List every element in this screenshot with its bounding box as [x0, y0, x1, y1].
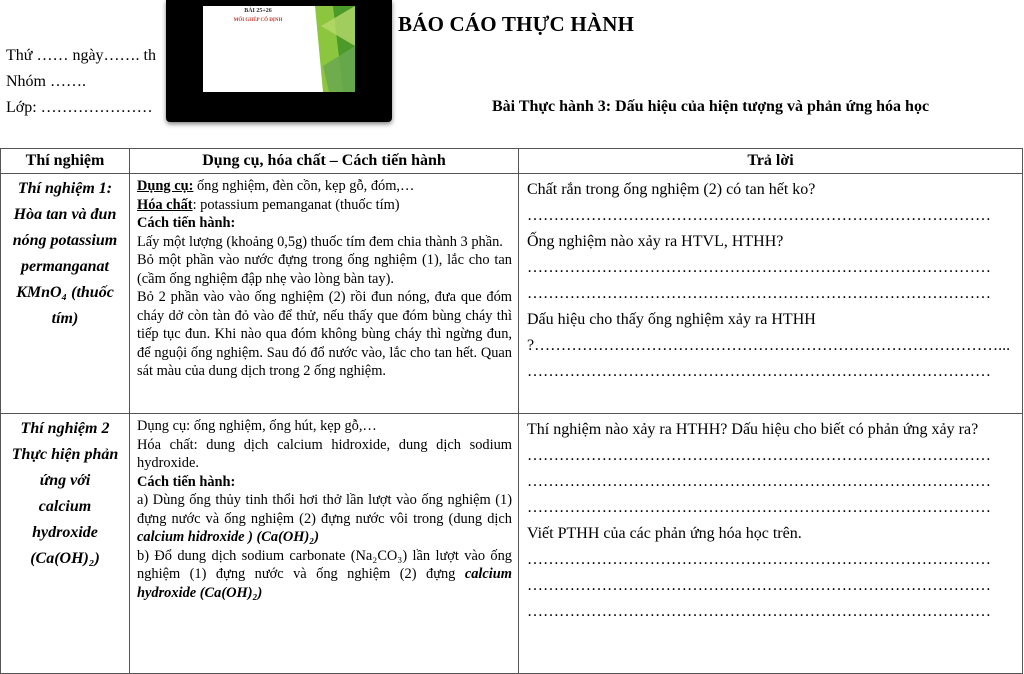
name-line: KMnO₄ (thuốc — [16, 284, 114, 301]
report-table — [0, 148, 1023, 674]
question: Viết PTHH của các phản ứng hóa học trên. — [527, 525, 802, 542]
answer-line[interactable]: …………………………………………………………………………… — [527, 363, 991, 380]
name-line: hydroxide — [32, 524, 98, 541]
header-procedure: Dụng cụ, hóa chất – Cách tiến hành — [130, 149, 519, 174]
name-line: tím) — [51, 310, 79, 327]
chemicals-line: Hóa chất: potassium pemanganat (thuốc tím) — [137, 196, 400, 213]
date-line: Thứ …… ngày……. th — [6, 47, 156, 64]
name-line: (Ca(OH)₂) — [30, 550, 100, 567]
answer-line[interactable]: …………………………………………………………………………… — [527, 259, 991, 276]
answer-line[interactable]: …………………………………………………………………………… — [527, 285, 991, 302]
experiment-1-answers — [519, 174, 1023, 414]
slide-line-1: BÀI 25+26 — [244, 8, 272, 14]
name-line: calcium — [38, 498, 92, 515]
table-row — [1, 174, 1023, 414]
question: Thí nghiệm nào xảy ra HTHH? Dấu hiệu cho biết có phản ứng xảy ra? — [527, 421, 979, 438]
question: Ống nghiệm nào xảy ra HTVL, HTHH? — [527, 233, 784, 250]
name-line: ứng với — [39, 472, 91, 489]
step-3: Bỏ 2 phần vào vào ống nghiệm (2) rồi đun nóng, đưa que đóm cháy dở còn tàn đỏ vào để thử, nếu thấy que đóm bùng cháy thì tiếp tục đun. Khi nào qua đóm không bùng cháy thì ngừng đun, để nguội ống nghiệm. Sau đó đổ nước vào, lắc cho tan hết. Quan sát màu của dung dịch trong 2 ống nghiệm. — [137, 289, 512, 379]
tools-line: Dụng cụ: ống nghiệm, đèn cồn, kẹp gỗ, đóm,… — [137, 178, 415, 194]
answer-line[interactable]: …………………………………………………………………………… — [527, 603, 991, 620]
experiment-1-name — [1, 174, 130, 414]
answer-line[interactable]: …………………………………………………………………………… — [527, 499, 991, 516]
slide-preview — [203, 6, 355, 92]
step-1: Lấy một lượng (khoảng 0,5g) thuốc tím đem chia thành 3 phần. — [137, 233, 503, 250]
name-line: Thí nghiệm 2 — [20, 420, 110, 437]
experiment-2-name — [1, 414, 130, 674]
name-line: nóng potassium — [12, 232, 118, 249]
step-a: a) Dùng ống thủy tinh thổi hơi thở lần lượt vào ống nghiệm (1) đựng nước và ống nghiệm (2) đựng nước vôi trong (dung dịch calcium hidroxide ) (Ca(OH)₂) — [137, 492, 512, 545]
slide-thumbnail[interactable] — [166, 0, 392, 122]
page-title: BÁO CÁO THỰC HÀNH — [398, 12, 635, 36]
step-2: Bỏ một phần vào nước đựng trong ống nghiệm (1), lắc cho tan (cầm ống nghiệm đập nhẹ vào lòng bàn tay). — [137, 252, 512, 287]
group-line: Nhóm ……. — [6, 73, 86, 90]
table-row — [1, 414, 1023, 674]
class-line: Lớp: ………………… — [6, 99, 153, 116]
name-line: Hòa tan và đun — [13, 206, 117, 223]
table-header-row — [1, 149, 1023, 174]
name-line: Thực hiện phản — [11, 446, 119, 463]
chemicals-line: Hóa chất: dung dịch calcium hidroxide, dung dịch sodium hydroxide. — [137, 436, 512, 471]
step-b: b) Đổ dung dịch sodium carbonate (Na₂CO₃) lần lượt vào ống nghiệm (1) đựng nước và ống nghiệm (2) đựng calcium hydroxide (Ca(OH)₂) — [137, 547, 512, 601]
tools-line: Dụng cụ: ống nghiệm, ống hút, kẹp gỗ,… — [137, 418, 377, 434]
question: Dấu hiệu cho thấy ống nghiệm xảy ra HTHH — [527, 311, 816, 328]
answer-line[interactable]: …………………………………………………………………………… — [527, 473, 991, 490]
question: Chất rắn trong ống nghiệm (2) có tan hết ko? — [527, 181, 816, 198]
procedure-label: Cách tiến hành: — [137, 215, 236, 231]
experiment-1-procedure — [130, 174, 519, 414]
slide-line-2: MỐI GHÉP CỐ ĐỊNH — [233, 18, 283, 23]
answer-line[interactable]: …………………………………………………………………………… — [527, 447, 991, 464]
header-experiment: Thí nghiệm — [1, 149, 130, 174]
answer-line[interactable]: …………………………………………………………………………… — [527, 551, 991, 568]
experiment-2-answers — [519, 414, 1023, 674]
name-line: Thí nghiệm 1: — [17, 180, 113, 197]
lab-title: Bài Thực hành 3: Dấu hiệu của hiện tượng và phản ứng hóa học — [492, 98, 930, 115]
procedure-label: Cách tiến hành: — [137, 473, 236, 490]
experiment-2-procedure — [130, 414, 519, 674]
name-line: permanganat — [20, 258, 109, 275]
answer-line[interactable]: …………………………………………………………………………… — [527, 577, 991, 594]
header-answer: Trả lời — [519, 149, 1023, 174]
answer-line[interactable]: …………………………………………………………………………… — [527, 207, 991, 224]
answer-line[interactable]: ?……………………………………………………………………………... — [527, 337, 1011, 354]
